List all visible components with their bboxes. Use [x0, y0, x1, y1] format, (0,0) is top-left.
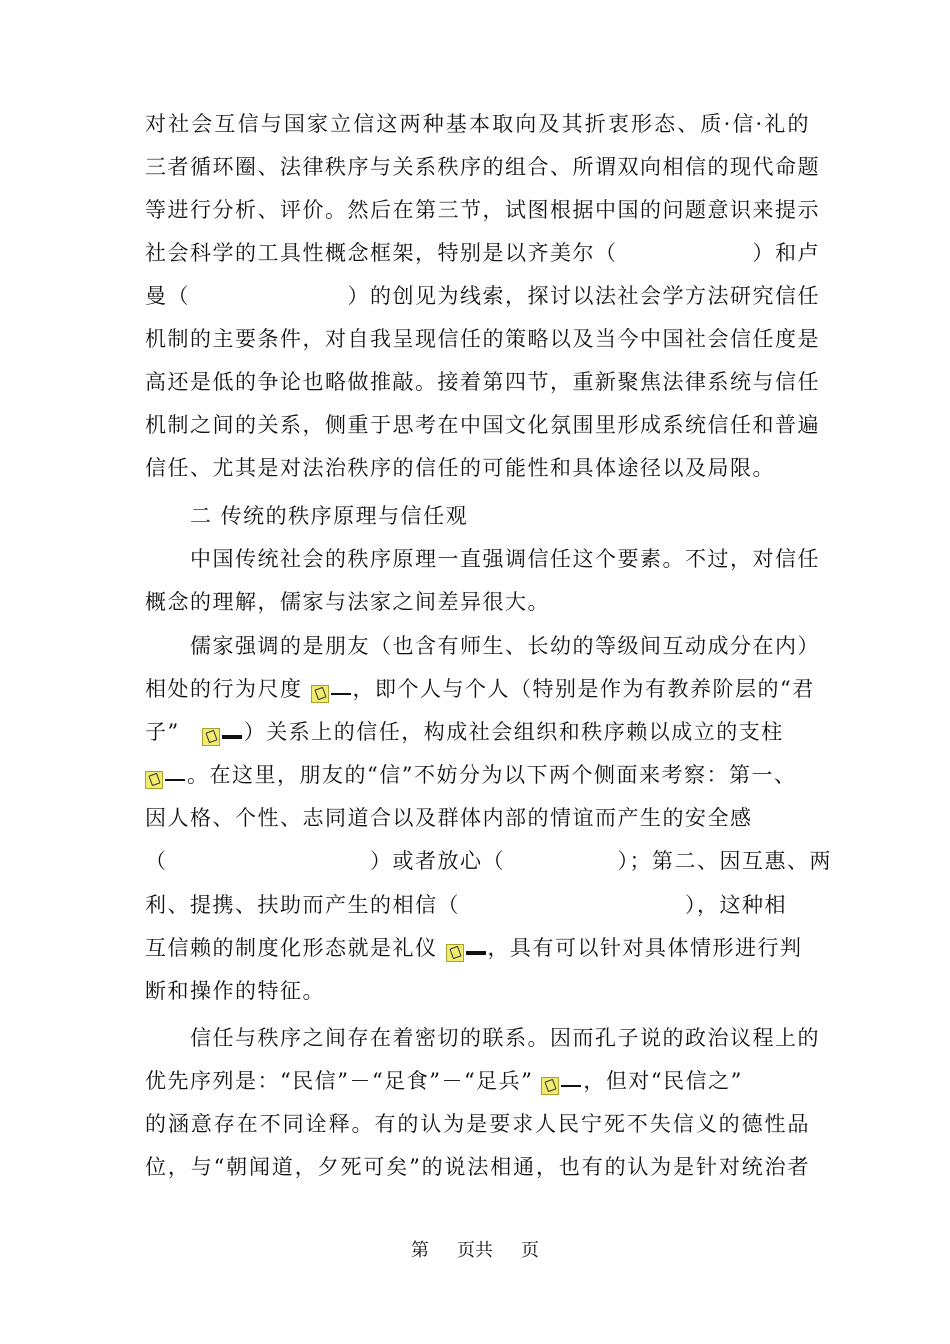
footnote-marker-icon[interactable] [541, 1063, 581, 1106]
line-text: 优先序列是：“民信”－“足食”－“足兵” [145, 1069, 534, 1093]
body-line: 利、提携、扶助而产生的相信（ ），这种相 [145, 893, 787, 917]
line-text: ）关系上的信任，构成社会组织和秩序赖以成立的支柱 [243, 720, 784, 744]
line-text: 互信赖的制度化形态就是礼仪 [145, 936, 438, 960]
body-line: 的涵意存在不同诠释。有的认为是要求人民宁死不失信义的德性品 [145, 1112, 810, 1136]
body-line: 社会科学的工具性概念框架，特别是以齐美尔（ ）和卢 [145, 241, 820, 265]
page-footer [0, 1236, 950, 1266]
footnote-marker-icon[interactable] [202, 714, 242, 757]
line-text: 子” [145, 720, 180, 744]
line-text: ，即个人与个人（特别是作为有教养阶层的“君 [352, 677, 815, 701]
footnote-marker-icon[interactable] [446, 930, 486, 973]
body-line: 中国传统社会的秩序原理一直强调信任这个要素。不过，对信任 [190, 547, 820, 571]
body-line: 断和操作的特征。 [145, 979, 325, 1003]
line-text: 相处的行为尺度 [145, 677, 303, 701]
body-line: 信任与秩序之间存在着密切的联系。因而孔子说的政治议程上的 [190, 1026, 820, 1050]
body-line: 机制的主要条件，对自我呈现信任的策略以及当今中国社会信任度是 [145, 327, 820, 351]
footer-ye: 页 [521, 1240, 539, 1261]
body-line: 概念的理解，儒家与法家之间差异很大。 [145, 590, 550, 614]
body-line [145, 668, 815, 711]
body-line: 信任、尤其是对法治秩序的信任的可能性和具体途径以及局限。 [145, 456, 775, 480]
body-line: 等进行分析、评价。然后在第三节，试图根据中国的问题意识来提示 [145, 198, 820, 222]
line-text: ，具有可以针对具体情形进行判 [487, 936, 803, 960]
body-line: 高还是低的争论也略做推敲。接着第四节，重新聚焦法律系统与信任 [145, 370, 820, 394]
body-line [145, 1060, 810, 1103]
footer-ye-gong: 页共 [457, 1240, 493, 1261]
footnote-marker-icon[interactable] [311, 671, 351, 714]
body-line: 机制之间的关系，侧重于思考在中国文化氛围里形成系统信任和普遍 [145, 413, 820, 437]
line-text: ，但对“民信之” [583, 1069, 743, 1093]
body-line: 位，与“朝闻道，夕死可矣”的说法相通，也有的认为是针对统治者 [145, 1155, 810, 1179]
body-line: 因人格、个性、志同道合以及群体内部的情谊而产生的安全感 [145, 806, 753, 830]
body-line: 对社会互信与国家立信这两种基本取向及其折衷形态、质·信·礼的 [145, 112, 810, 136]
section-heading: 二 传统的秩序原理与信任观 [190, 504, 469, 528]
body-line: （ ）或者放心（ ）；第二、因互惠、两 [145, 849, 832, 873]
footer-di: 第 [411, 1240, 429, 1261]
body-line [145, 927, 810, 970]
body-line: 三者循环圈、法律秩序与关系秩序的组合、所谓双向相信的现代命题 [145, 155, 820, 179]
body-line [145, 711, 810, 754]
body-line: 儒家强调的是朋友（也含有师生、长幼的等级间互动成分在内） [190, 634, 820, 658]
line-text: 。在这里，朋友的“信”不妨分为以下两个侧面来考察：第一、 [187, 763, 797, 787]
body-line: 曼（ ）的创见为线索，探讨以法社会学方法研究信任 [145, 284, 820, 308]
footnote-marker-icon[interactable] [145, 757, 185, 800]
body-line [145, 754, 810, 797]
